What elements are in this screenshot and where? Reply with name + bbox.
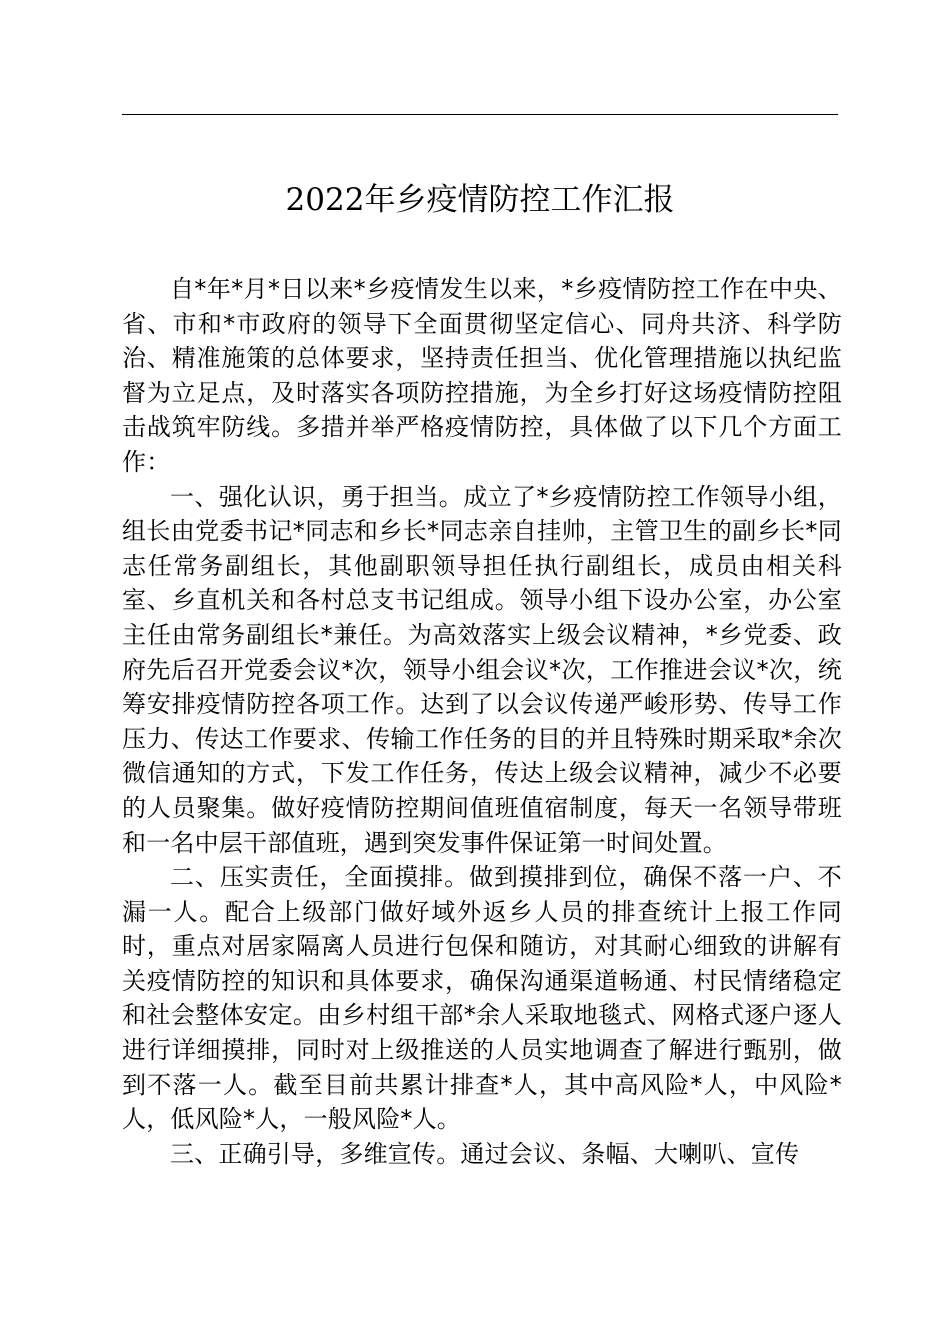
document-body bbox=[122, 272, 842, 1171]
paragraph-intro: 自*年*月*日以来*乡疫情发生以来，*乡疫情防控工作在中央、省、市和*市政府的领导下全面贯彻坚定信心、同舟共济、科学防治、精准施策的总体要求，坚持责任担当、优化管理措施以执纪监督为立足点，及时落实各项防控措施，为全乡打好这场疫情防控阻击战筑牢防线。多措并举严格疫情防控，具体做了以下几个方面工作： bbox=[122, 275, 842, 476]
paragraph-section-3: 三、正确引导，多维宣传。通过会议、条幅、大喇叭、宣传 bbox=[170, 1139, 800, 1168]
paragraph-section-2: 二、压实责任，全面摸排。做到摸排到位，确保不落一户、不漏一人。配合上级部门做好域外返乡人员的排查统计上报工作同时，重点对居家隔离人员进行包保和随访，对其耐心细致的讲解有关疫情防控的知识和具体要求，确保沟通渠道畅通、村民情绪稳定和社会整体安定。由乡村组干部*余人采取地毯式、网格式逐户逐人进行详细摸排，同时对上级推送的人员实地调查了解进行甄别，做到不落一人。截至目前共累计排查*人，其中高风险*人，中风险*人，低风险*人，一般风险*人。 bbox=[122, 863, 842, 1134]
document-title: 2022年乡疫情防控工作汇报 bbox=[285, 182, 675, 218]
paragraph-section-1: 一、强化认识，勇于担当。成立了*乡疫情防控工作领导小组，组长由党委书记*同志和乡长*同志亲自挂帅，主管卫生的副乡长*同志任常务副组长，其他副职领导担任执行副组长，成员由相关科室、乡直机关和各村总支书记组成。领导小组下设办公室，办公室主任由常务副组长*兼任。为高效落实上级会议精神，*乡党委、政府先后召开党委会议*次，领导小组会议*次，工作推进会议*次，统筹安排疫情防控各项工作。达到了以会议传递严峻形势、传导工作压力、传达工作要求、传输工作任务的目的并且特殊时期采取*余次微信通知的方式，下发工作任务，传达上级会议精神，减少不必要的人员聚集。做好疫情防控期间值班值宿制度，每天一名领导带班和一名中层干部值班，遇到突发事件保证第一时间处置。 bbox=[122, 482, 842, 857]
header-rule bbox=[122, 114, 838, 115]
